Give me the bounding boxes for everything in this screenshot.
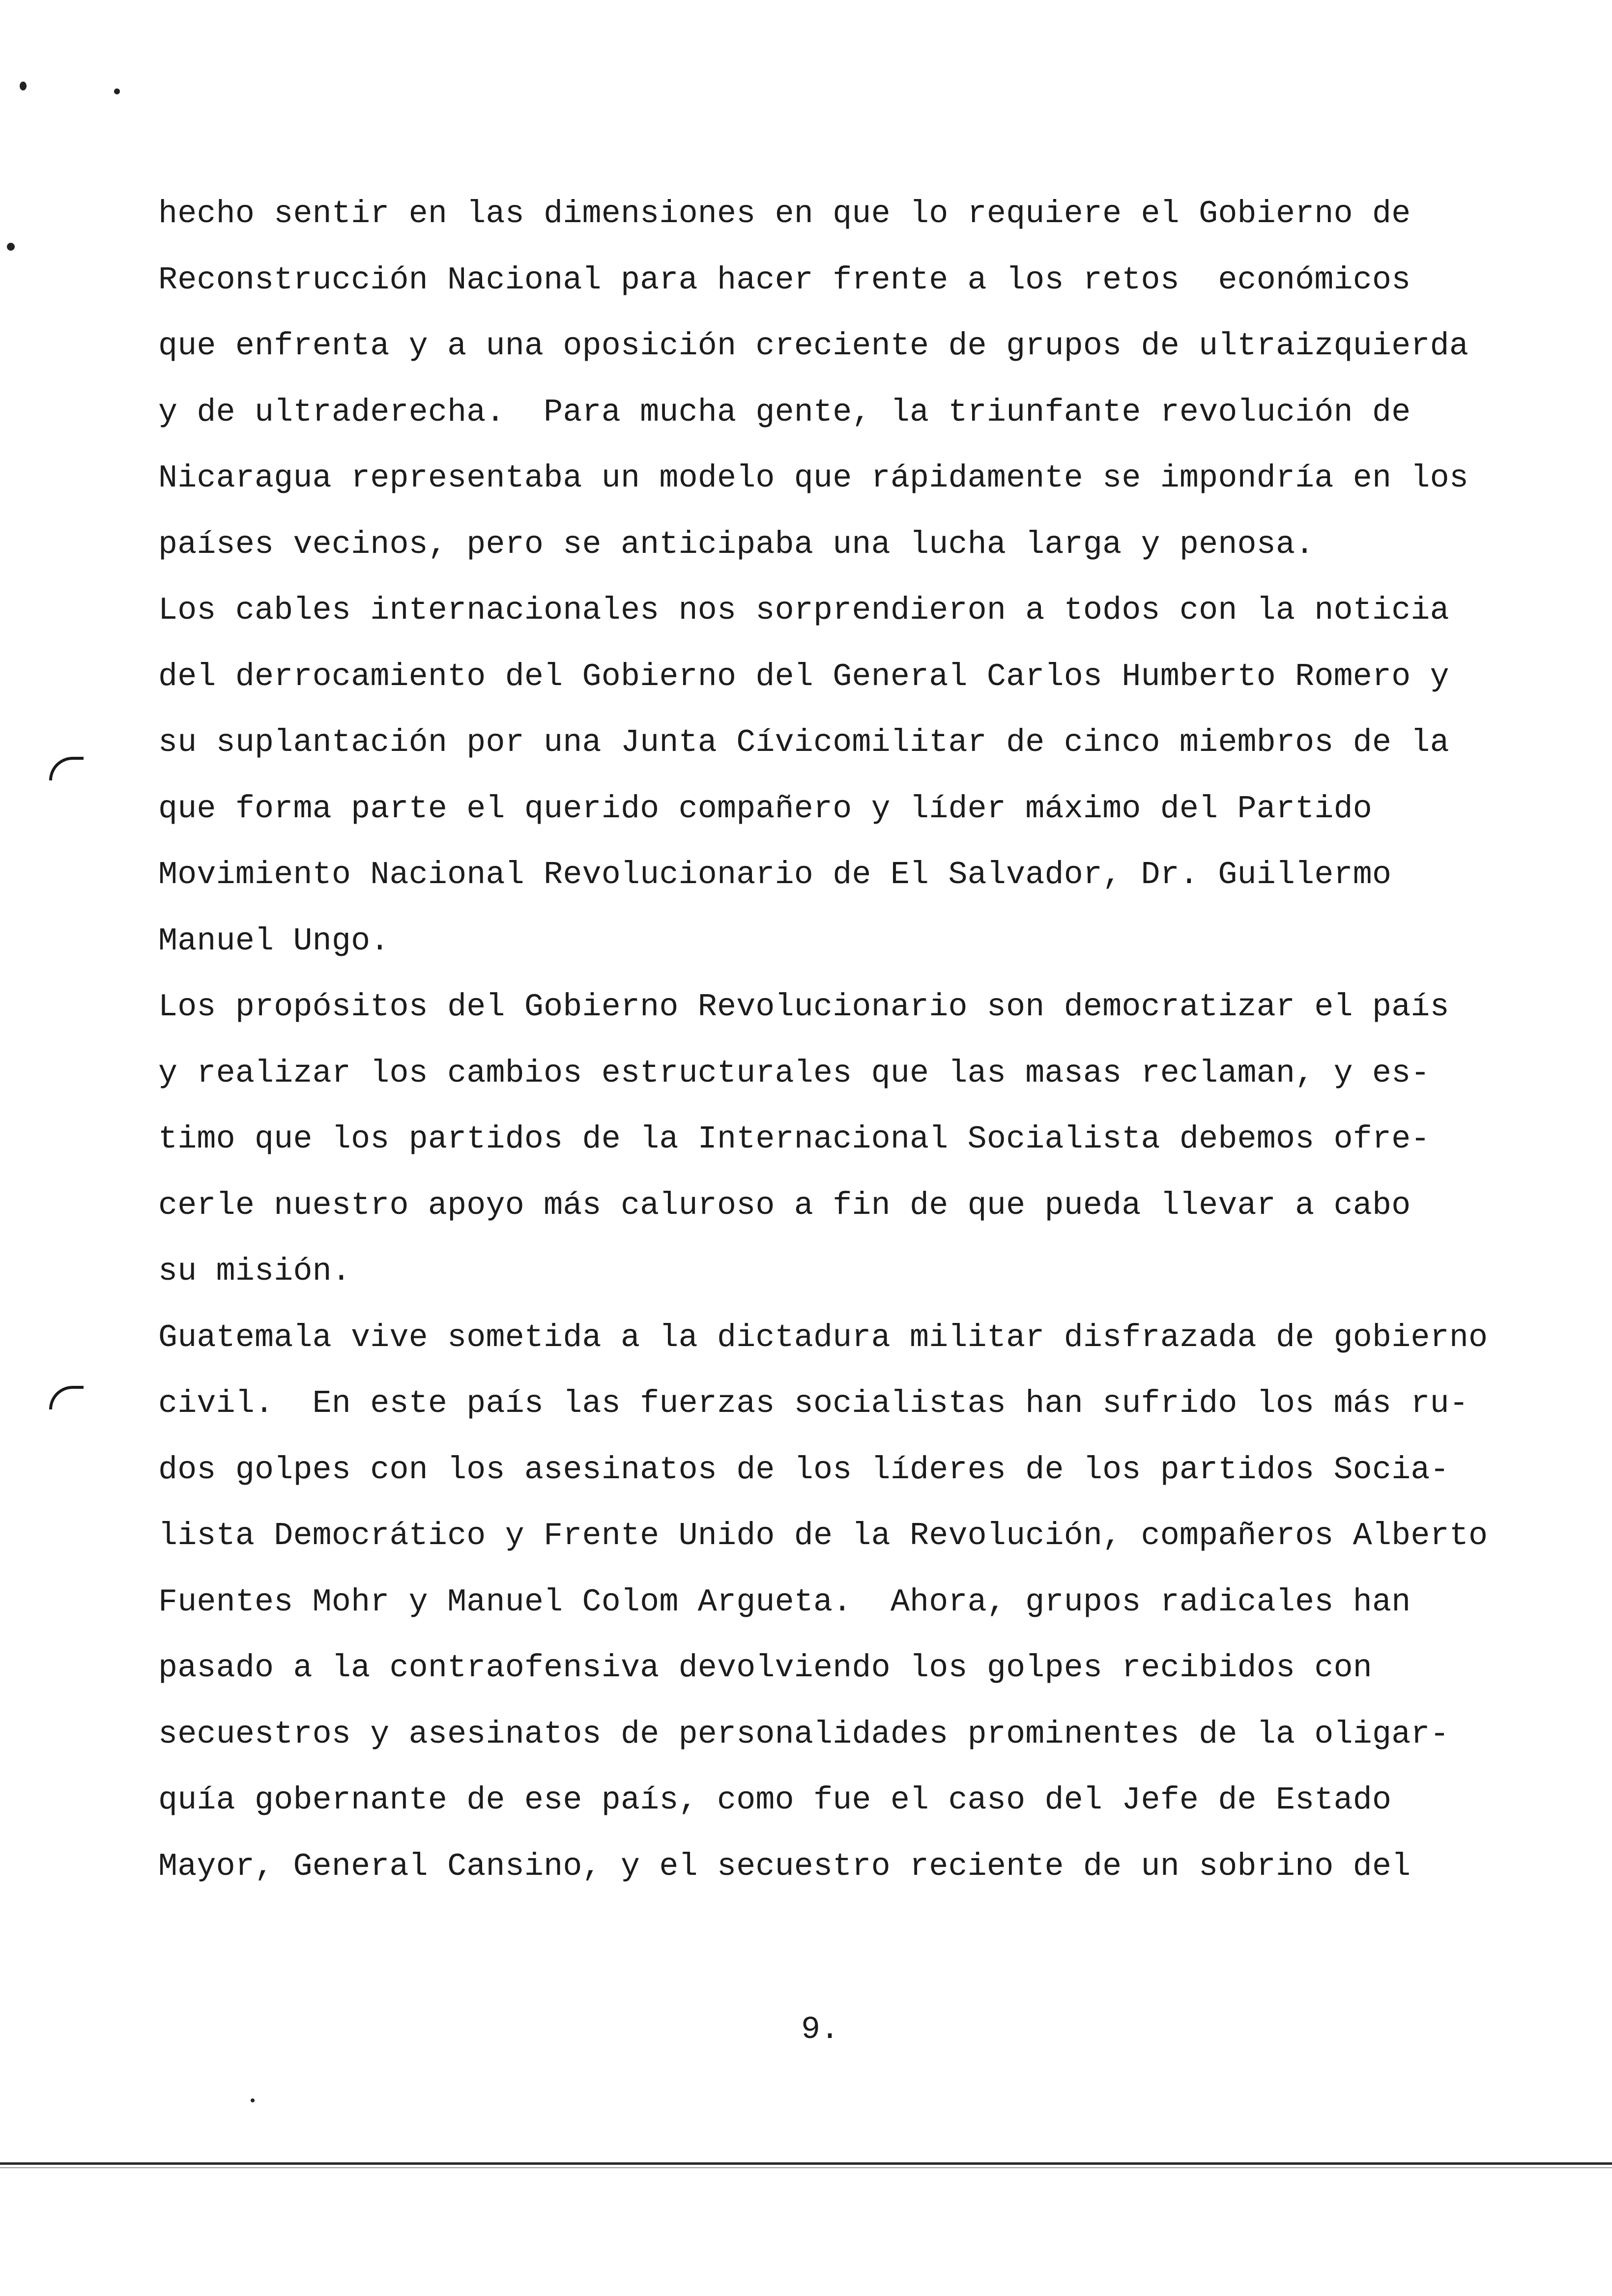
text-line: y de ultraderecha. Para mucha gente, la triunfante revolución de [158, 394, 1411, 430]
text-line: civil. En este país las fuerzas socialistas han sufrido los más ru- [158, 1385, 1469, 1422]
scan-speck [251, 2098, 255, 2102]
text-line: que forma parte el querido compañero y líder máximo del Partido [158, 790, 1372, 827]
document-body [158, 181, 1564, 1899]
text-line: Los propósitos del Gobierno Revolucionario son democratizar el país [158, 989, 1449, 1025]
page-number: 9. [801, 2011, 840, 2048]
text-line: su misión. [158, 1253, 351, 1290]
scan-speck [114, 88, 120, 94]
scan-speck [7, 243, 15, 251]
text-line: Manuel Ungo. [158, 922, 390, 959]
text-line: del derrocamiento del Gobierno del General Carlos Humberto Romero y [158, 658, 1449, 695]
binder-hole-mark [49, 757, 84, 780]
text-line: que enfrenta y a una oposición creciente de grupos de ultraizquierda [158, 328, 1469, 364]
text-line: hecho sentir en las dimensiones en que lo requiere el Gobierno de [158, 196, 1411, 232]
text-line: Los cables internacionales nos sorprendieron a todos con la noticia [158, 592, 1449, 629]
text-line: Nicaragua representaba un modelo que rápidamente se impondría en los [158, 460, 1469, 496]
binder-hole-mark [49, 1386, 84, 1409]
text-line: secuestros y asesinatos de personalidades prominentes de la oligar- [158, 1716, 1449, 1752]
scan-speck [20, 82, 27, 90]
text-line: Fuentes Mohr y Manuel Colom Argueta. Ahora, grupos radicales han [158, 1583, 1411, 1620]
text-line: Mayor, General Cansino, y el secuestro reciente de un sobrino del [158, 1848, 1411, 1885]
text-line: lista Democrático y Frente Unido de la Revolución, compañeros Alberto [158, 1518, 1488, 1554]
bottom-rule [0, 2162, 1612, 2165]
text-line: su suplantación por una Junta Cívicomilitar de cinco miembros de la [158, 724, 1449, 761]
text-line: cerle nuestro apoyo más caluroso a fin de que pueda llevar a cabo [158, 1187, 1411, 1224]
text-line: Guatemala vive sometida a la dictadura militar disfrazada de gobierno [158, 1319, 1488, 1356]
text-line: Movimiento Nacional Revolucionario de El Salvador, Dr. Guillermo [158, 857, 1392, 893]
text-line: pasado a la contraofensiva devolviendo los golpes recibidos con [158, 1650, 1372, 1686]
text-line: quía gobernante de ese país, como fue el caso del Jefe de Estado [158, 1782, 1392, 1818]
text-line: timo que los partidos de la Internacional Socialista debemos ofre- [158, 1121, 1430, 1157]
text-line: y realizar los cambios estructurales que las masas reclaman, y es- [158, 1055, 1430, 1091]
bottom-rule-shadow [0, 2167, 1612, 2168]
text-line: países vecinos, pero se anticipaba una lucha larga y penosa. [158, 526, 1315, 563]
text-line: Reconstrucción Nacional para hacer frente a los retos económicos [158, 261, 1411, 298]
text-line: dos golpes con los asesinatos de los líderes de los partidos Socia- [158, 1451, 1449, 1488]
